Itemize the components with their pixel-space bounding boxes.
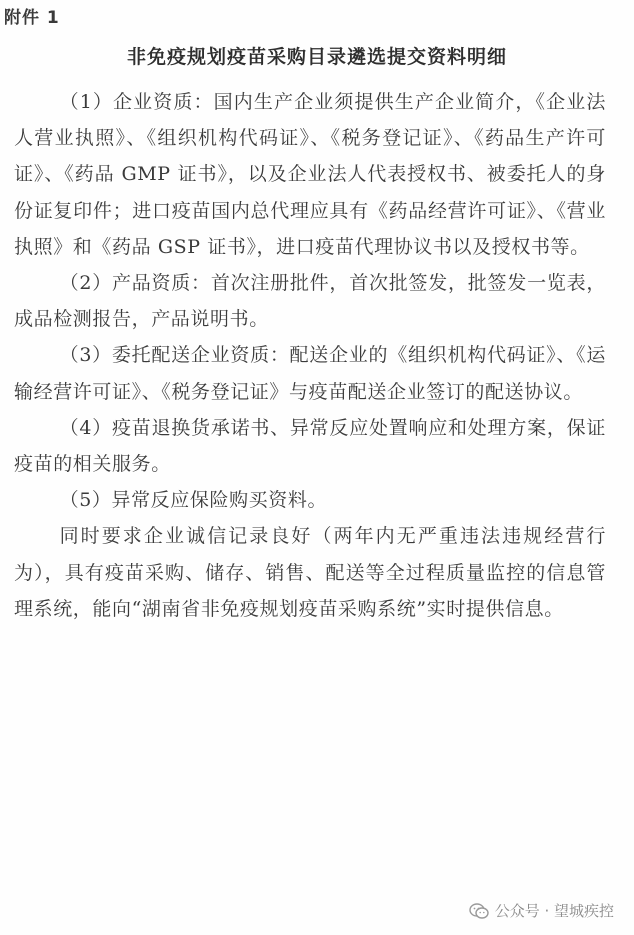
wechat-icon	[469, 903, 489, 919]
paragraph-product-qualification: （2）产品资质：首次注册批件，首次批签发，批签发一览表，成品检测报告，产品说明书。	[14, 272, 606, 331]
document-title: 非免疫规划疫苗采购目录遴选提交资料明细	[126, 46, 507, 68]
paragraph-return-commitment: （4）疫苗退换货承诺书、异常反应处置响应和处理方案，保证疫苗的相关服务。	[14, 416, 606, 476]
attachment-label: 附件 1	[4, 8, 60, 28]
footer-watermark	[469, 900, 614, 921]
paragraph-integrity-requirement: 同时要求企业诚信记录良好（两年内无严重违法违规经营行为），具有疫苗采购、储存、销售、配送等全过程质量监控的信息管理系统，能向“湖南省非免疫规划疫苗采购系统”实时提供信息。	[14, 525, 606, 620]
document-body	[14, 84, 606, 627]
paragraph-enterprise-qualification: （1）企业资质：国内生产企业须提供生产企业简介，《企业法人营业执照》、《组织机构代码证》、《税务登记证》、《药品生产许可证》、《药品 GMP 证书》，以及企业法人代表授权书、被委托人的身份证复印件；进口疫苗国内总代理应具有《药品经营许可证》、《营业执照》和《药品 GSP 证书》，进口疫苗代理协议书以及授权书等。	[14, 91, 606, 258]
paragraph-insurance: （5）异常反应保险购买资料。	[59, 489, 328, 512]
paragraph-delivery-qualification: （3）委托配送企业资质：配送企业的《组织机构代码证》、《运输经营许可证》、《税务登记证》与疫苗配送企业签订的配送协议。	[14, 344, 606, 403]
watermark-text: 公众号 · 望城疾控	[494, 902, 614, 920]
